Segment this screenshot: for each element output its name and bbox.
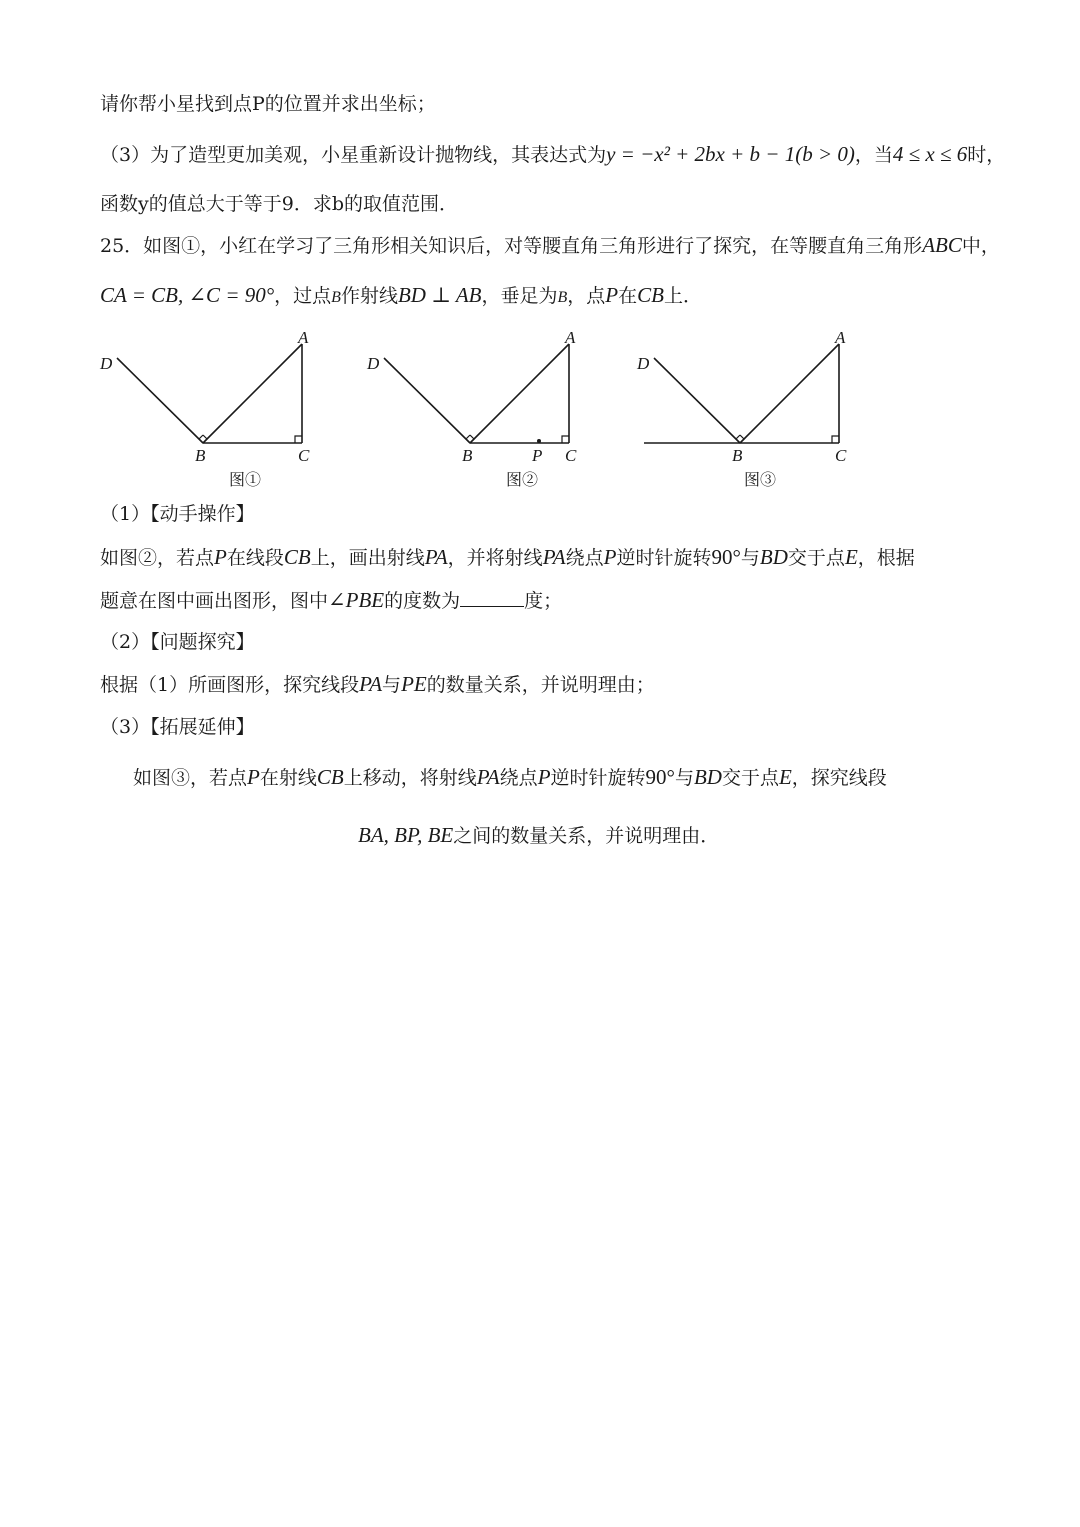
sentence: 中，	[961, 235, 1000, 257]
figure-1	[95, 325, 325, 499]
sentence: 上，画出射线	[310, 547, 425, 569]
sentence: 绕点	[499, 767, 538, 789]
sentence: ，根据	[857, 547, 915, 569]
ray-bd	[117, 358, 203, 443]
sentence: 在线段	[226, 547, 284, 569]
figure-2	[362, 325, 592, 499]
math-angle: ∠PBE	[328, 588, 385, 612]
math-segments: BA, BP, BE	[358, 823, 454, 847]
part-2-title	[100, 630, 255, 654]
right-angle-mark-c	[562, 436, 569, 443]
math-bd: BD	[693, 765, 722, 789]
label-d: D	[637, 354, 650, 373]
sentence: ，垂足为	[481, 285, 558, 307]
math-pe: PE	[401, 672, 427, 696]
sentence: ，当	[854, 144, 893, 166]
sentence: 根据（1）所画图形，探究线段	[100, 674, 360, 696]
right-angle-mark-b	[466, 435, 474, 443]
sentence: 的数量关系，并说明理由；	[426, 674, 655, 696]
math-cb: CB	[316, 765, 344, 789]
sentence: 的度数为	[384, 590, 461, 612]
formula: y = −x² + 2bx + b − 1(b > 0)	[606, 142, 855, 166]
math-perp: BD ⊥ AB	[397, 283, 482, 307]
sentence: ，并将射线	[447, 547, 543, 569]
sentence: 绕点	[565, 547, 604, 569]
math-pa: PA	[359, 672, 383, 696]
question-25-line-1	[100, 233, 1000, 258]
question-25-line-2	[100, 283, 702, 310]
text-line-3	[100, 192, 458, 216]
segment-ba	[470, 344, 569, 443]
sentence: 函数y的值总大于等于9．求b的取值范围．	[100, 193, 458, 215]
math-e: E	[778, 765, 792, 789]
sentence: 交于点	[721, 767, 779, 789]
text-line-1	[100, 92, 436, 116]
answer-blank[interactable]	[460, 588, 524, 607]
figure-caption: 图②	[506, 470, 539, 489]
label-c: C	[565, 446, 577, 465]
math-bd: BD	[759, 545, 788, 569]
label-c: C	[835, 446, 847, 465]
part-3-title	[100, 715, 255, 739]
sentence: 请你帮小星找到点P的位置并求出坐标；	[100, 93, 436, 115]
right-angle-mark-c	[832, 436, 839, 443]
sentence: 上．	[663, 285, 702, 307]
sentence: 交于点	[787, 547, 845, 569]
right-angle-mark-c	[295, 436, 302, 443]
math-p: P	[605, 283, 619, 307]
text-line-2	[100, 142, 1005, 167]
label-d: D	[100, 354, 113, 373]
math-e: E	[844, 545, 858, 569]
label-b: B	[195, 446, 206, 465]
right-angle-mark-b	[199, 435, 207, 443]
sentence: 逆时针旋转	[550, 767, 646, 789]
label-a: A	[835, 328, 846, 347]
math-pa: PA	[424, 545, 448, 569]
sentence: ，过点	[274, 285, 332, 307]
sentence: 在射线	[259, 767, 317, 789]
label-a: A	[565, 328, 576, 347]
range-formula: 4 ≤ x ≤ 6	[892, 142, 968, 166]
math-b: B	[331, 289, 341, 306]
segment-ba	[203, 344, 302, 443]
figure-caption: 图①	[229, 470, 262, 489]
heading: （3）【拓展延伸】	[100, 716, 255, 738]
math-condition: CA = CB, ∠C = 90°	[100, 283, 275, 307]
sentence: 题意在图中画出图形，图中	[100, 590, 329, 612]
label-c: C	[298, 446, 310, 465]
part-2-line-1	[100, 672, 655, 697]
part-3-line-2	[358, 823, 719, 848]
heading: （2）【问题探究】	[100, 631, 255, 653]
math-abc: ABC	[922, 233, 962, 257]
label-a: A	[298, 328, 309, 347]
sentence: 度；	[524, 590, 563, 612]
sentence: 25．如图①，小红在学习了三角形相关知识后，对等腰直角三角形进行了探究，在等腰直角三角形	[100, 235, 923, 257]
figure-caption: 图③	[744, 470, 777, 489]
sentence: 如图③，若点	[133, 767, 248, 789]
math-90: 90°	[711, 545, 741, 569]
math-b: B	[557, 289, 568, 306]
ray-bd	[654, 358, 740, 443]
sentence: 在	[618, 285, 638, 307]
math-cb: CB	[637, 283, 664, 307]
sentence: 如图②，若点	[100, 547, 215, 569]
sentence: 与	[740, 547, 760, 569]
sentence: 逆时针旋转	[616, 547, 712, 569]
sentence: （3）为了造型更加美观，小星重新设计抛物线，其表达式为	[100, 144, 607, 166]
math-p: P	[537, 765, 551, 789]
sentence: 与	[382, 674, 402, 696]
sentence: 时，	[967, 144, 1006, 166]
math-cb: CB	[283, 545, 311, 569]
label-b: B	[732, 446, 743, 465]
part-1-line-1	[100, 545, 915, 570]
sentence: 与	[674, 767, 694, 789]
segment-ba	[740, 344, 839, 443]
sentence: 作射线	[340, 285, 398, 307]
part-1-title	[100, 502, 255, 526]
math-p: P	[247, 765, 260, 789]
label-p: P	[532, 446, 543, 465]
sentence: 之间的数量关系，并说明理由．	[453, 825, 720, 847]
label-b: B	[462, 446, 473, 465]
sentence: ，点	[567, 285, 606, 307]
math-pa: PA	[542, 545, 566, 569]
sentence: ，探究线段	[791, 767, 887, 789]
right-angle-mark-b	[736, 435, 744, 443]
math-p: P	[603, 545, 617, 569]
heading: （1）【动手操作】	[100, 503, 255, 525]
math-90: 90°	[645, 765, 675, 789]
label-d: D	[367, 354, 380, 373]
math-p: P	[214, 545, 227, 569]
part-1-line-2	[100, 588, 562, 613]
part-3-line-1	[133, 765, 887, 790]
point-p	[537, 439, 541, 443]
ray-bd	[384, 358, 470, 443]
math-pa: PA	[476, 765, 500, 789]
figure-3	[630, 325, 860, 499]
sentence: 上移动，将射线	[343, 767, 477, 789]
